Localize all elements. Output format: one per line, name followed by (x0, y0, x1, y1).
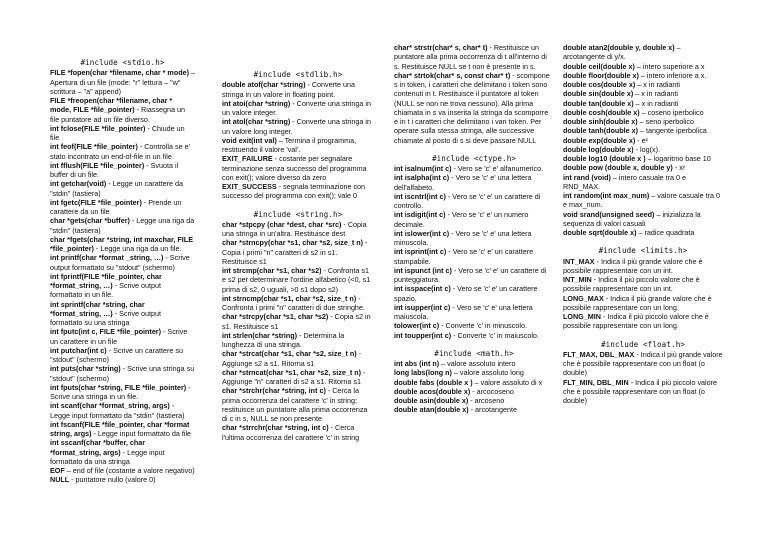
function-entry (50, 124, 195, 143)
function-entry (50, 438, 195, 466)
function-signature: tolower(int c) (394, 321, 440, 331)
function-entry (50, 142, 195, 161)
function-signature: FILE *fopen(char *filename, char * mode) (50, 68, 189, 78)
section-header: #include <limits.h> (598, 246, 688, 256)
function-description: - Aggiunge s2 a s1. Ritorna s1 (222, 349, 362, 368)
function-entry (50, 198, 195, 217)
function-signature: EXIT_SUCCESS (222, 182, 277, 191)
function-entry (222, 331, 374, 350)
function-signature: char *gets(char *buffer) (50, 216, 130, 226)
function-description: - Confronta s1 e s2 per determinare l'ordine alfabetico (<0, s1 prima di s2, 0 uguali, >0 s1 dopo s2) (222, 266, 371, 294)
function-signature: double cos(double x) (563, 80, 636, 89)
function-description: – Apertura di un file (mode: "r" lettura – "w" scrittura – "a" append) (50, 68, 195, 96)
function-signature: double pow (double x, double y) (563, 163, 673, 173)
section-header: #include <ctype.h> (431, 153, 517, 163)
function-entry (563, 294, 723, 313)
function-signature: EOF (50, 466, 65, 475)
function-signature: int iscntrl(int c) (394, 191, 446, 201)
function-description: - Vero se 'c' e' un carattere di controllo. (394, 191, 541, 210)
function-entry (50, 179, 195, 198)
function-description: - Vero se 'c' e' un carattere stampabile. (394, 247, 534, 266)
function-entry (394, 378, 554, 387)
function-description: – intero superiore a x (634, 61, 705, 71)
function-description: - Converte una stringa in un valore integer. (222, 98, 371, 117)
function-signature: int fprintf(FILE *file_pointer, char *format_string, …) (50, 271, 162, 290)
function-signature: FLT_MIN, DBL_MIN (563, 377, 629, 387)
function-entry (563, 80, 723, 89)
function-description: - log(x). (633, 144, 661, 154)
function-entry (50, 272, 195, 300)
function-signature: double atof(char *string) (222, 80, 306, 90)
function-entry (50, 68, 195, 96)
function-entry (394, 210, 554, 229)
function-entry (50, 420, 195, 439)
function-signature: char *strcat(char *s1, char *s2, size_t n) (222, 349, 357, 359)
function-entry (563, 154, 723, 163)
function-description: – coseno iperbolico (639, 107, 704, 117)
function-signature: int fputc(int c, FILE *file_pointer) (50, 327, 162, 337)
function-entry (394, 303, 554, 322)
function-entry (50, 300, 195, 328)
section-header: #include <stdio.h> (80, 58, 165, 67)
function-signature: double cosh(double x) (563, 107, 640, 117)
function-entry (50, 364, 195, 383)
function-signature: double log(double x) (563, 144, 634, 154)
section-header: #include <float.h> (600, 339, 686, 349)
function-signature: int fgetc(FILE *file_pointer) (50, 197, 142, 207)
function-signature: char *strncpy(char *s1, char *s2, size_t n) (222, 238, 364, 248)
function-entry (50, 401, 195, 420)
function-signature: int atol(char *string) (222, 117, 291, 127)
function-signature: int fflush(FILE *file_pointer) (50, 160, 145, 170)
function-description: - Prende un carattere da un file (50, 197, 182, 216)
function-entry (394, 266, 554, 285)
function-description: - Cerca la prima occorrenza del carattere 'c' in string; restituisce un puntatore alla prima occorrenza di c in s, NULL se non presente (222, 386, 368, 423)
function-entry (563, 145, 723, 154)
function-description: - Converte una stringa in un valore long integer. (222, 117, 371, 136)
function-signature: double ceil(double x) (563, 61, 635, 71)
function-description: – intero casuale tra 0 e RND_MAX. (563, 172, 687, 191)
function-signature: long labs(long n) (394, 368, 452, 378)
function-signature: int toupper(int c) (394, 330, 452, 340)
function-description: – x in radianti (633, 98, 679, 108)
function-description: - eˣ (635, 135, 649, 145)
function-signature: char *strcpy(char *s1, char *s2) (222, 312, 329, 322)
function-description: - Legge una riga da "stdin" (tastiera) (50, 216, 195, 235)
function-description: - Scrive output formattato su "stdout" (schermo) (50, 253, 190, 272)
function-signature: int feof(FILE *file_pointer) (50, 142, 138, 152)
function-entry (394, 173, 554, 192)
function-entry (50, 216, 195, 235)
function-signature: LONG_MAX (563, 293, 604, 303)
function-signature: void srand(unsigned seed) (563, 209, 655, 219)
function-signature: int sscanf(char *buffer, char *format_string, args) (50, 438, 146, 457)
function-signature: int printf(char *format _string, …) (50, 253, 164, 263)
function-entry (394, 247, 554, 266)
function-signature: LONG_MIN (563, 312, 601, 321)
function-description: - Copia i primi "n" caratteri di s2 in s1. Restituisce s1 (222, 238, 368, 266)
function-entry (563, 108, 723, 117)
function-description: - Scrive un carattere su "stdout" (schermo) (50, 345, 184, 364)
function-entry (394, 164, 554, 173)
function-entry (563, 71, 723, 80)
function-description: - Converte una stringa in un valore in floating point. (222, 80, 356, 99)
column-3 (394, 43, 554, 415)
function-entry (222, 266, 374, 294)
function-description: – valore assoluto di x (472, 377, 543, 387)
function-signature: char *strrchr(char *string, int c) (222, 423, 329, 433)
function-signature: int fscanf(FILE *file_pointer, char *format string, args) (50, 419, 190, 438)
function-entry (50, 383, 195, 402)
function-signature: double exp(double x) (563, 135, 636, 145)
function-description: – seno iperbolico (637, 117, 695, 126)
function-description: - Vero se 'c' e' una lettera minuscola. (394, 228, 532, 247)
function-description: – logaritmo base 10 (645, 154, 711, 163)
function-signature: char* strtok(char* s, const char* t) (394, 70, 511, 80)
function-entry (563, 378, 723, 406)
function-description: – Termina il programma, restituendo il valore 'val'. (222, 135, 357, 154)
function-entry (563, 275, 723, 294)
function-description: - Legge input formattato da una stringa (50, 447, 165, 466)
function-description: – radice quadrata (636, 228, 695, 237)
function-entry (222, 294, 374, 313)
function-entry (394, 192, 554, 211)
function-signature: double atan2(double y, double x) (563, 43, 675, 52)
function-entry (563, 117, 723, 126)
function-signature: double acos(double x) (394, 386, 471, 396)
function-entry (563, 191, 723, 210)
function-entry (50, 96, 195, 124)
function-signature: int ispunct (int c) (394, 265, 452, 275)
function-description: – valore assoluto long (451, 368, 524, 378)
function-description: - scompone s in token, i caratteri che delimitano i token sono contenuti in t. Restituisce il puntatore al token (NULL se non ne trova nessuno). Alla prima chiamata in s va inserita la stringa da scomporre e in t i caratteri che delimitano i vari token. Per operare sulla stessa stringa, alle successive chiamate al posto di s si deve passare NULL (394, 70, 550, 145)
function-signature: char *strncat(char *s1, char *s2, size_t n) (222, 367, 362, 377)
function-entry (563, 210, 723, 229)
function-description: - Vero se 'c' e' un carattere di punteggiatura. (394, 265, 547, 284)
function-signature: void exit(int val) (222, 135, 277, 145)
function-description: - Converte 'c' in minuscolo. (439, 321, 527, 331)
function-signature: int scanf(char *format_string, args) (50, 401, 170, 411)
section-header: #include <string.h> (253, 209, 343, 219)
function-signature: EXIT_FAILURE (222, 154, 273, 164)
function-entry (563, 312, 723, 331)
function-description: – tangente iperbolica (638, 126, 707, 136)
section-header: #include <math.h> (434, 348, 514, 358)
function-signature: char *fgets(char *string, int maxchar, FILE *file_pointer) (50, 234, 193, 253)
function-description: - Legge un carattere da "stdin" (tastiera) (50, 179, 184, 198)
function-signature: int random(int max_num) (563, 191, 650, 200)
function-entry (50, 475, 195, 484)
function-entry (394, 284, 554, 303)
function-description: - Scrive una stringa in un file. (50, 382, 191, 401)
function-entry (394, 396, 554, 405)
function-signature: int sprintf(char *string, char *format_string, …) (50, 299, 145, 318)
function-entry (394, 331, 554, 340)
function-description: – x in radianti (633, 89, 679, 99)
function-signature: NULL (50, 475, 70, 485)
function-signature: INT_MAX (563, 256, 595, 266)
function-signature: int isspace(int c) (394, 284, 451, 294)
function-signature: int isdigit(int c) (394, 210, 446, 220)
function-description: – valore casuale tra 0 e max_num. (563, 191, 720, 210)
function-description: - Indica il più piccolo valore che è possibile rappresentare con un int. (563, 275, 700, 294)
function-signature: int isalnum(int c) (394, 164, 452, 173)
function-signature: double floor(double x) (563, 70, 639, 80)
function-entry (222, 312, 374, 331)
function-signature: int isupper(int c) (394, 302, 451, 312)
column-4 (563, 43, 723, 405)
function-signature: int getchar(void) (50, 179, 107, 189)
function-signature: int puts(char *string) (50, 364, 121, 374)
function-entry (394, 229, 554, 248)
function-description: - Chiude un file (50, 123, 185, 142)
function-description: - Restituisce un puntatore alla prima occorrenza di t all'interno di s. Restituisce NULL se t non è presente in s. (394, 43, 547, 71)
function-description: - arcotangente (468, 405, 518, 415)
function-description: - Indica il più grande valore che è possibile rappresentare con un int. (563, 256, 703, 275)
function-description: - Scrive un carattere in un file (50, 327, 188, 346)
function-description: - Legge input formattato da file (91, 429, 192, 438)
function-signature: double tanh(double x) (563, 126, 639, 136)
function-description: - Vero se 'c' e' un carattere spazio. (394, 284, 538, 303)
section-header: #include <stdlib.h> (253, 70, 343, 79)
function-entry (222, 349, 374, 368)
function-entry (563, 350, 723, 378)
function-signature: int strncmp(char *s1, char *s2, size_t n) (222, 293, 357, 303)
function-description: - Legge una riga da un file. (93, 244, 182, 253)
function-entry (563, 257, 723, 276)
function-description: - Indica il più grande valore che è possibile rappresentare con un long. (563, 293, 712, 312)
function-entry (222, 423, 374, 442)
function-description: - Legge input formattato da "stdin" (tastiera) (50, 401, 185, 420)
function-entry (222, 238, 374, 266)
function-entry (563, 99, 723, 108)
function-signature: int isalpha(int c) (394, 173, 450, 183)
function-entry (222, 136, 374, 155)
function-description: - arcocoseno (470, 386, 514, 396)
function-entry (222, 368, 374, 387)
function-entry (394, 368, 554, 377)
function-description: - arcoseno (468, 396, 505, 405)
function-entry (563, 43, 723, 62)
function-entry (394, 71, 554, 145)
function-description: - Controlla se e' stato incontrato un end-of-file in un file. (50, 142, 190, 161)
function-entry (563, 89, 723, 98)
function-description: - xʸ (672, 163, 686, 173)
function-description: - costante per segnalare terminazione senza successo del programma con exit(); valore diverso da zero (222, 154, 367, 182)
function-description: - Vero se 'c' e' una lettera dell'alfabeto. (394, 173, 532, 192)
function-entry (222, 386, 374, 423)
function-signature: double atan(double x) (394, 405, 469, 415)
function-description: - Scrive output formattato su una stringa (50, 308, 162, 327)
function-signature: double fabs (double x ) (394, 377, 473, 387)
function-description: - Converte 'c' in maiuscolo. (451, 330, 539, 340)
function-signature: double sinh(double x) (563, 117, 638, 126)
function-entry (563, 163, 723, 172)
function-description: - Vero se 'c' e' un numero decimale. (394, 210, 529, 229)
function-entry (394, 321, 554, 330)
function-description: - Copia una stringa in un'altra. Restituisce dest (222, 219, 367, 238)
function-description: - Vero se 'c' e' una lettera maiuscola. (394, 302, 533, 321)
function-signature: double tan(double x) (563, 98, 634, 108)
function-entry (50, 466, 195, 475)
function-signature: int islower(int c) (394, 228, 450, 238)
function-signature: int fclose(FILE *file_pointer) (50, 123, 146, 133)
function-description: - Vero se 'c' e' alfanumerico. (451, 164, 544, 173)
function-signature: INT_MIN (563, 275, 592, 284)
function-description: - Scrive una stringa su "stdout" (schermo) (50, 364, 195, 383)
function-entry (394, 387, 554, 396)
function-description: - puntatore nullo (valore 0) (69, 475, 156, 485)
function-signature: char *strchr(char *string, int c) (222, 386, 326, 396)
function-description: - Cerca l'ultima occorrenza del carattere 'c' in string (222, 423, 360, 442)
function-entry (563, 136, 723, 145)
function-entry (563, 62, 723, 71)
function-description: - Indica il più piccolo valore che è possibile rappresentare con un long. (563, 312, 709, 331)
function-signature: double sqrt(double x) (563, 228, 637, 237)
function-description: - Riassegna un file puntatore ad un file diverso. (50, 105, 186, 124)
function-description: – intero inferiore a x. (638, 70, 707, 80)
function-entry (50, 327, 195, 346)
function-signature: int abs (int n) (394, 359, 440, 368)
function-signature: double log10 (double x ) (563, 154, 646, 163)
function-description: – x in radianti (635, 80, 681, 89)
function-entry (394, 405, 554, 414)
function-signature: double sin(double x) (563, 89, 634, 99)
function-description: – end of file (costante a valore negativo) (64, 466, 195, 475)
function-description: – arcotangente di y/x. (563, 43, 681, 62)
function-entry (222, 220, 374, 239)
function-entry (222, 99, 374, 118)
function-signature: FILE *freopen(char *filename, char * mode, FILE *file_pointer) (50, 96, 173, 115)
function-description: – valore assoluto intero (439, 359, 516, 368)
column-1 (50, 58, 195, 485)
function-entry (50, 346, 195, 365)
function-description: - Aggiunge "n" caratteri di s2 a s1. Ritorna s1 (222, 367, 366, 386)
function-entry (563, 173, 723, 192)
function-entry (222, 154, 374, 182)
function-signature: int atoi(char *string) (222, 98, 291, 108)
function-entry (394, 359, 554, 368)
function-entry (50, 253, 195, 272)
function-signature: double asin(double x) (394, 396, 469, 405)
function-description: - Scrive output formattato in un file. (50, 281, 162, 300)
function-description: - Svuota il buffer di un file. (50, 160, 179, 179)
function-description: - Indica il più grande valore che è possibile rappresentare con un float (o double) (563, 349, 723, 378)
function-entry (394, 43, 554, 71)
function-entry (563, 228, 723, 237)
function-signature: int rand (void) (563, 172, 611, 182)
function-signature: FLT_MAX, DBL_MAX (563, 349, 635, 359)
function-description: - segnala terminazione con successo del programma con exit(); vale 0 (222, 182, 366, 201)
function-entry (50, 161, 195, 180)
function-signature: int fputs(char *string, FILE *file_pointer) (50, 382, 187, 392)
function-entry (222, 80, 374, 99)
function-description: - Indica il più piccolo valore che è possibile rappresentare con un float (o double) (563, 377, 718, 405)
function-entry (50, 235, 195, 254)
function-description: - Copia s2 in s1. Restituisce s1 (222, 312, 371, 331)
function-signature: int strlen(char *string) (222, 330, 298, 340)
function-signature: int strcmp(char *s1, char *s2) (222, 266, 322, 275)
function-signature: char *stpcpy (char *dest, char *src) (222, 219, 342, 229)
function-signature: int isprint(int c) (394, 247, 447, 257)
column-2 (222, 70, 374, 442)
function-signature: char* strstr(char* s, char* t) (394, 43, 488, 52)
function-entry (563, 126, 723, 135)
function-entry (222, 182, 374, 201)
function-description: - Determina la lunghezza di una stringa. (222, 330, 345, 349)
function-signature: int putchar(int c) (50, 345, 107, 355)
function-entry (222, 117, 374, 136)
function-description: - Confronta i primi "n" caratteri di due stringhe. (222, 293, 365, 312)
function-description: – inizializza la sequenza di valori casuali (563, 209, 701, 228)
